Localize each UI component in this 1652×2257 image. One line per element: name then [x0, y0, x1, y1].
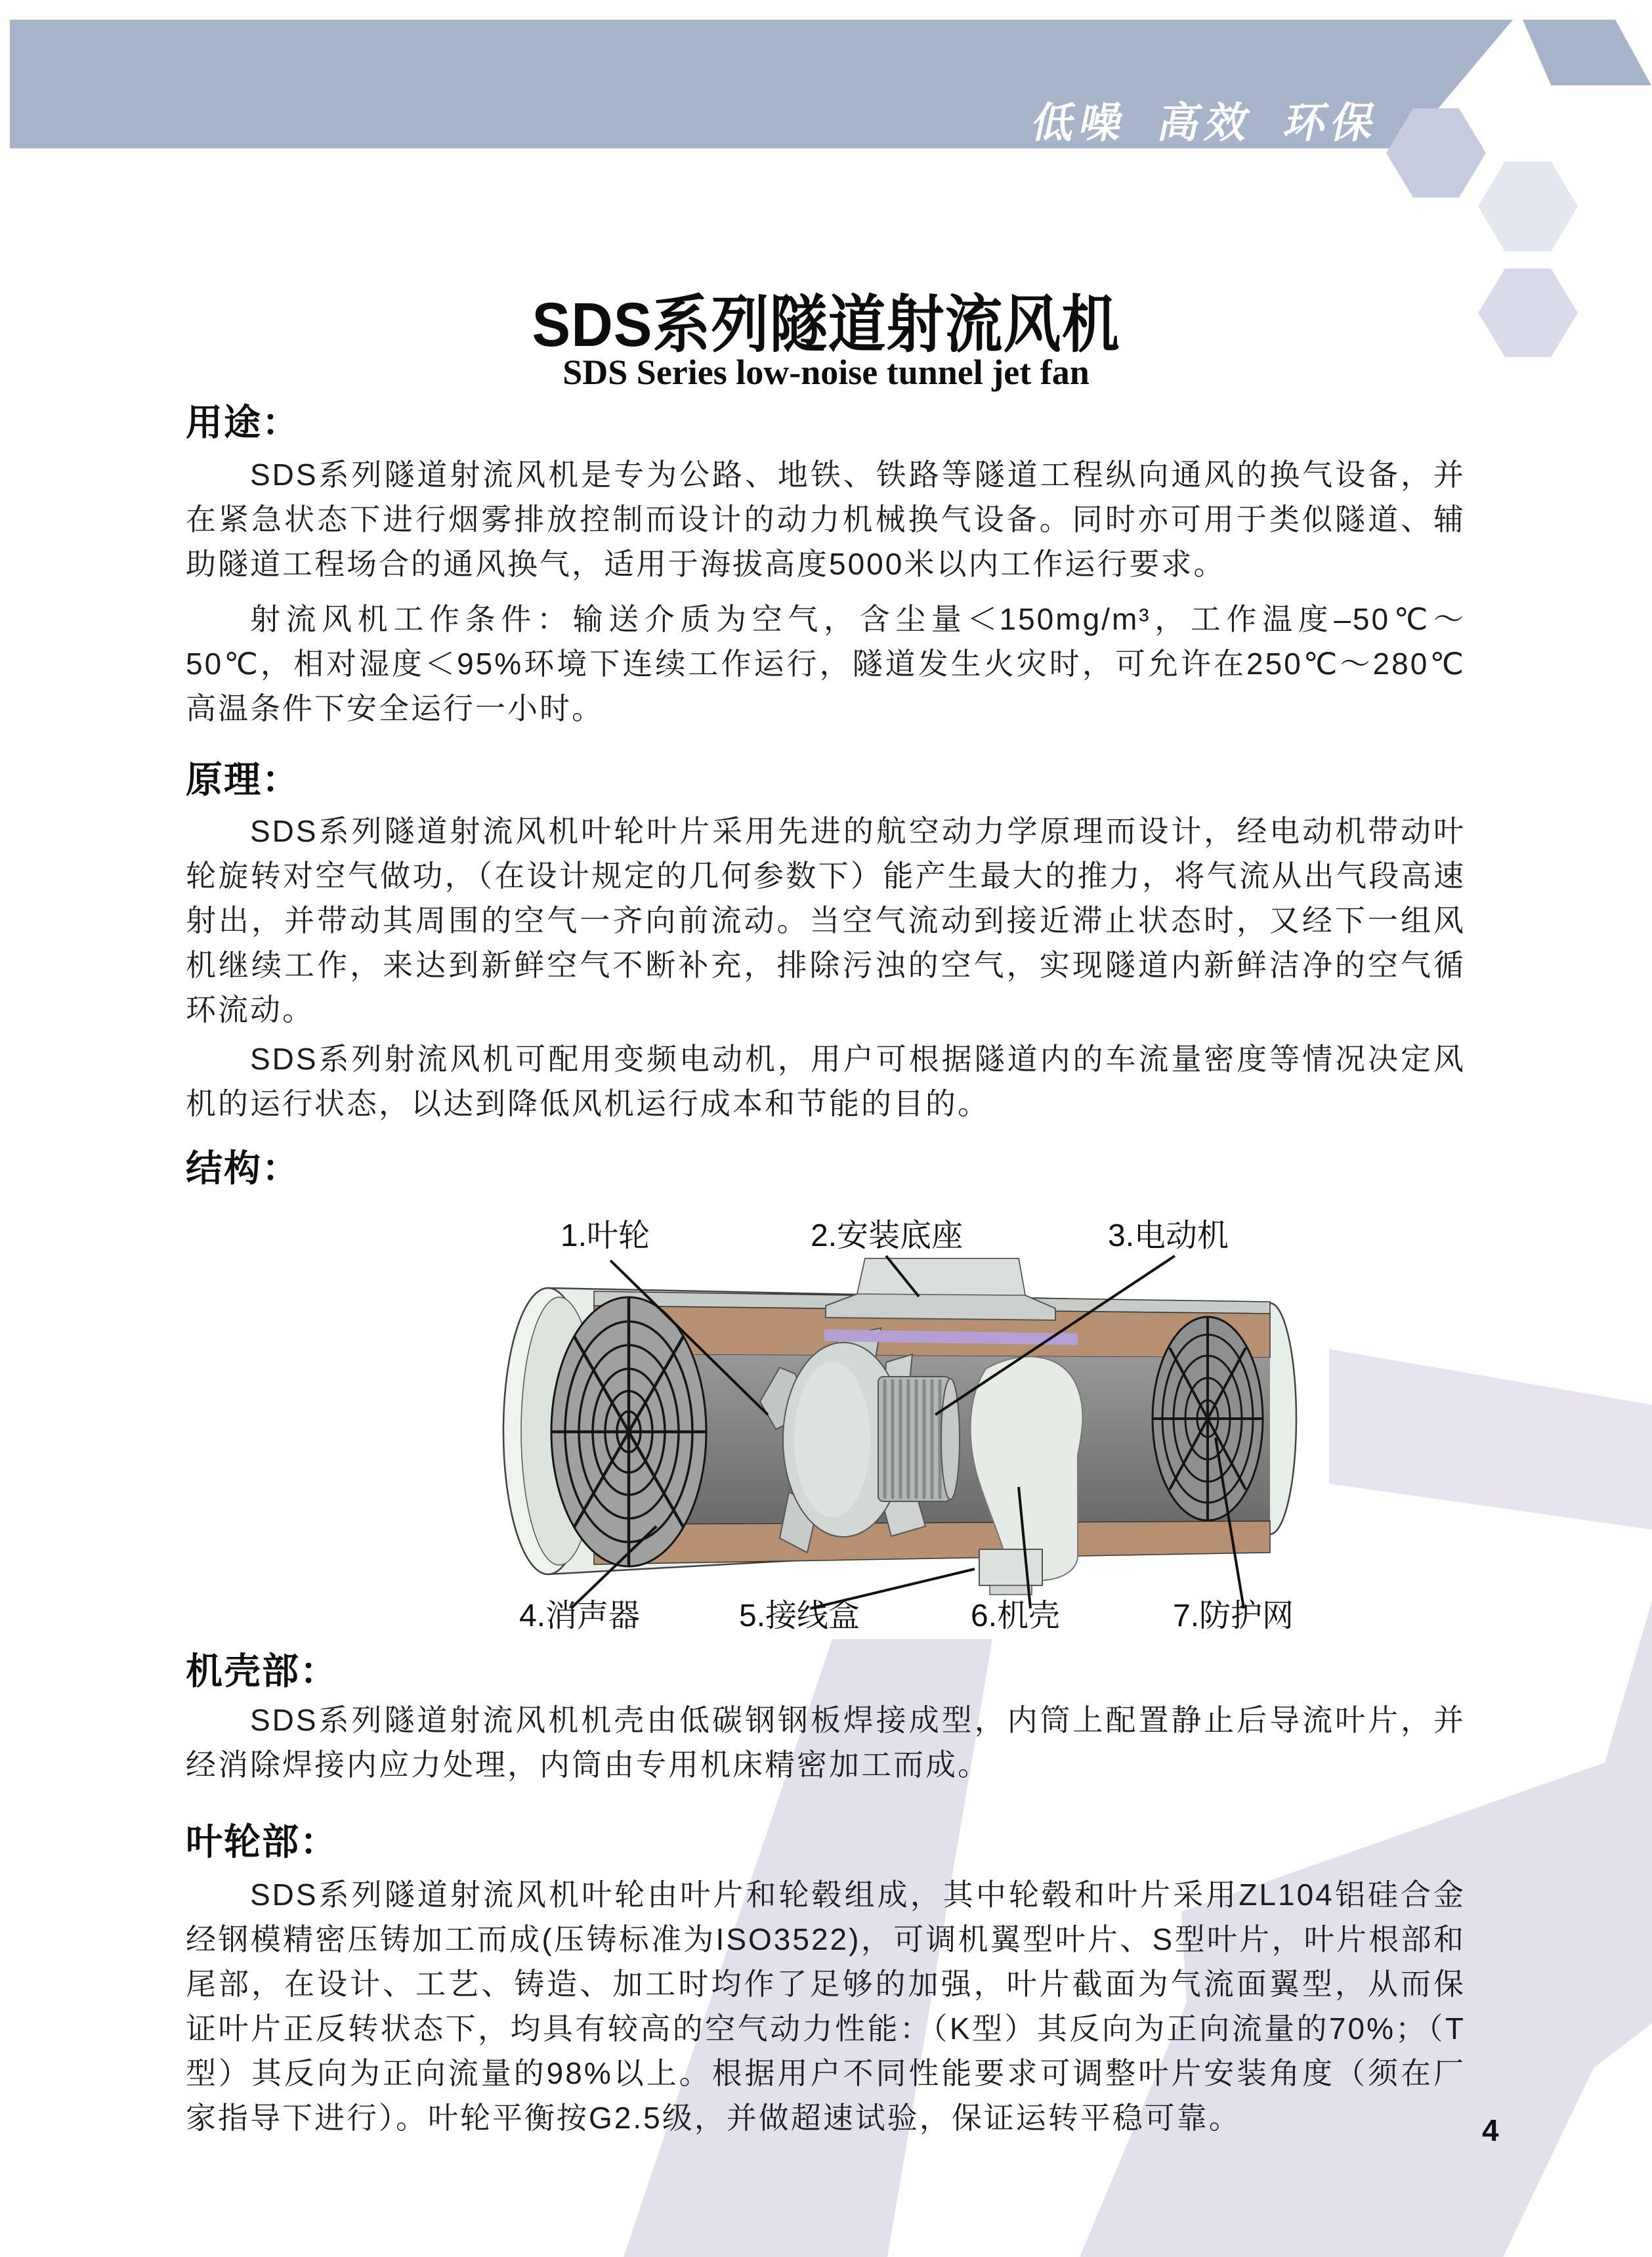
principle-paragraph-2: SDS系列射流风机可配用变频电动机，用户可根据隧道内的车流量密度等情况决定风机的运行状态，以达到降低风机运行成本和节能的目的。	[186, 1042, 1466, 1121]
header-band-corner	[1523, 20, 1651, 85]
mounting-base	[826, 1258, 1055, 1320]
junction-box	[979, 1549, 1042, 1595]
principle-heading: 原理：	[186, 759, 300, 800]
impeller-paragraph: SDS系列隧道射流风机叶轮由叶片和轮毂组成，其中轮毂和叶片采用ZL104铝硅合金经钢模精密压铸加工而成(压铸标准为ISO3522)，可调机翼型叶片、S型叶片，叶片根部和尾部，在设计、工艺、铸造、加工时均作了足够的加强，叶片截面为气流面翼型，从而保证叶片正反转状态下，均具有较高的空气动力性能：（K型）其反向为正向流量的70%；（T型）其反向为正向流量的98%以上。根据用户不同性能要求可调整叶片安装角度（须在厂家指导下进行）。叶轮平衡按G2.5级，并做超速试验，保证运转平稳可靠。	[186, 1878, 1466, 2135]
right-grille-icon	[1153, 1317, 1263, 1520]
left-grille-icon	[551, 1297, 706, 1566]
label-mounting-base: 2.安装底座	[811, 1218, 964, 1253]
motor	[878, 1377, 960, 1501]
casing-paragraph: SDS系列隧道射流风机机壳由低碳钢钢板焊接成型，内筒上配置静止后导流叶片，并经消除焊接内应力处理，内筒由专用机床精密加工而成。	[186, 1703, 1466, 1782]
page-title: SDS系列隧道射流风机	[532, 289, 1120, 360]
header-slogan: 低噪 高效 环保	[1028, 99, 1385, 146]
usage-heading: 用途：	[186, 402, 300, 443]
label-silencer: 4.消声器	[519, 1599, 641, 1633]
hexagon-decoration-2	[1478, 161, 1578, 251]
usage-paragraph-2: 射流风机工作条件：输送介质为空气，含尘量＜150mg/m³，工作温度–50℃～50℃，相对湿度＜95%环境下连续工作运行，隧道发生火灾时，可允许在250℃～280℃高温条件下安全运行一小时。	[186, 602, 1466, 725]
label-protection-net: 7.防护网	[1173, 1599, 1294, 1633]
label-impeller: 1.叶轮	[561, 1218, 650, 1253]
label-junction-box: 5.接线盒	[739, 1599, 860, 1633]
impeller-heading: 叶轮部：	[186, 1821, 338, 1862]
page-subtitle: SDS Series low-noise tunnel jet fan	[562, 353, 1090, 392]
page-number: 4	[1482, 2113, 1499, 2147]
principle-paragraph-1: SDS系列隧道射流风机叶轮叶片采用先进的航空动力学原理而设计，经电动机带动叶轮旋转对空气做功，（在设计规定的几何参数下）能产生最大的推力，将气流从出气段高速射出，并带动其周围的空气一齐向前流动。当空气流动到接近滞止状态时，又经下一组风机继续工作，来达到新鲜空气不断补充，排除污浊的空气，实现隧道内新鲜洁净的空气循环流动。	[186, 814, 1466, 1027]
label-casing: 6.机壳	[971, 1599, 1061, 1633]
casing-heading: 机壳部：	[186, 1650, 338, 1692]
structure-heading: 结构：	[186, 1148, 300, 1189]
label-motor: 3.电动机	[1108, 1218, 1229, 1253]
usage-paragraph-1: SDS系列隧道射流风机是专为公路、地铁、铁路等隧道工程纵向通风的换气设备，并在紧急状态下进行烟雾排放控制而设计的动力机械换气设备。同时亦可用于类似隧道、辅助隧道工程场合的通风换气，适用于海拔高度5000米以内工作运行要求。	[186, 458, 1466, 581]
fan-structure-diagram	[453, 1198, 1319, 1635]
